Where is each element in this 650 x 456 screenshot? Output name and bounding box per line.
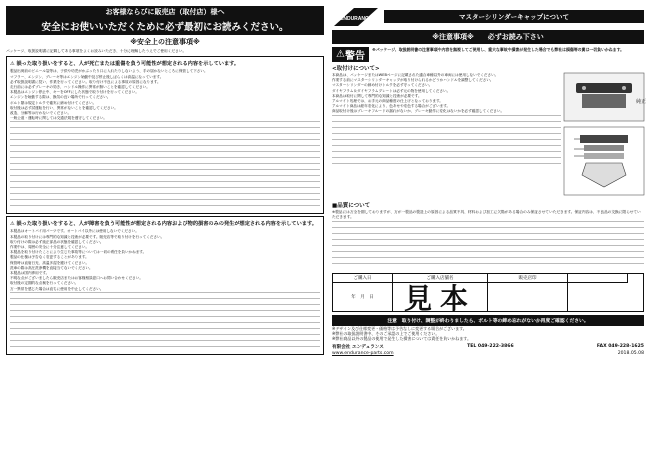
danger-bullet-1: マフラー、エンジン、ブレーキ等はエンジン始動中及び停止後しばらくは高温になっています。	[10, 74, 164, 79]
install-bullet-5: アルマイト処理では、お手元の商品種度の仕上げとなっております。	[332, 99, 443, 104]
table-blank-cell	[568, 282, 628, 311]
company-fax: FAX 049-228-1625	[596, 343, 644, 349]
quality-heading: ■品質について	[332, 203, 371, 209]
caution-bullet-3: 作業中は、周囲の安全に十分注意してください。	[10, 244, 90, 249]
caution-bullet-4: 本製品を取り付けたことにより生じた事故等については一切の責任を負いかねます。	[10, 250, 147, 255]
install-bullet-3: ダイヤフラム＆ダイヤフラムプレートは必ず元の物を使用してください。	[332, 88, 451, 93]
install-heading: <取付けについて>	[332, 66, 380, 72]
table-header-stamp: 販売店印	[488, 274, 568, 282]
url-row	[332, 351, 644, 356]
sample-stamp: 見本	[403, 281, 476, 315]
caution-bullet-6: 保管時は直射日光、高温多湿を避けてください。	[10, 260, 90, 265]
install-bullet-6: アルマイト商品は経年変化により、色あせや変色する場合がございます。	[332, 104, 451, 109]
danger-bullet-3: 走行前には必ずブレーキの効き、ハンドル操作に異常が無いことを確認してください。	[10, 84, 150, 89]
danger-bullet-8: 改造、分解等は行わないでください。	[10, 110, 72, 115]
company-tel: TEL 049-222-3866	[467, 343, 514, 349]
warning-icon: ⚠	[336, 49, 345, 60]
caution-bullet-9: 不明な点がございましたら販売店またはお客様相談窓口へお問い合わせください。	[10, 276, 143, 281]
company-row	[332, 344, 644, 350]
fig-label: 純正	[636, 99, 647, 105]
cap-photo-icon	[564, 73, 647, 121]
text-filler	[10, 205, 320, 211]
caution-heading: ⚠ 誤った取り扱いをすると、人が障害を負う可能性が想定される内容および物的損害のみの発生が想定される内容を示しています。	[10, 221, 317, 228]
diagram-icon	[564, 127, 644, 195]
danger-bullet-6: ボルト類は規定トルクで確実に締め付けてください。	[10, 100, 97, 105]
caution-bullet-2: 取り付けの際は必ず純正部品の状態を確認してください。	[10, 239, 104, 244]
company-name: 有限会社 エンデュランス	[332, 344, 384, 350]
danger-bullet-4: 本製品はエンジン停止中、キーをOFFにした状態で取り付けを行ってください。	[10, 90, 139, 95]
install-section	[332, 73, 647, 199]
caution-bullet-11: 万一異常を感じた場合は直ちに使用を中止してください。	[10, 286, 104, 291]
footer-line-0: ※デザイン及び仕様変更・価格等は予告なしに変更する場合がございます。	[332, 325, 467, 331]
danger-bullet-7: 取付後は必ず試運転を行い、異常がないことを確認してください。	[10, 105, 118, 110]
caution-icon: ⚠	[10, 221, 15, 228]
warning-row	[332, 47, 644, 62]
install-bullet-2: マスターシリンダーの締め付けトルクを必ず守ってください。	[332, 83, 433, 88]
danger-heading: ⚠ 誤った取り扱いをすると、人が死亡または重傷を負う可能性が想定される内容を示しています。	[10, 61, 240, 68]
caution-bullet-0: 本製品はオートバイ用パーツです。オートバイ以外には使用しないでください。	[10, 229, 139, 234]
caution-bullet-10: 取付後の定期的な点検を行ってください。	[10, 281, 79, 286]
product-title: マスターシリンダーキャップについて	[384, 10, 644, 23]
danger-bullet-9: 一般公道・運転時に関しては交通法規を遵守してください。	[10, 116, 108, 121]
right-column	[332, 6, 647, 356]
table-stamp-cell	[488, 282, 568, 311]
safety-heading: ※安全上の注意事項※	[130, 38, 200, 46]
caution-bullet-1: 本製品の取り付けには専門的な知識と技術が必要です。販売店等で取り付けを行ってください。	[10, 234, 165, 239]
danger-bullet-2: 必ず取扱説明書に従い、作業を行ってください。取り付け不良による事故の原因になります。	[10, 79, 161, 84]
install-bullet-7: 商品取付け後はブレーキフルードの漏れがないか、ブレーキ動作に変化はないかを必ず確認してください。	[332, 109, 505, 114]
footer-line-1: ※弊社の取扱説明書中、そのご承認の上でご使用ください。	[332, 331, 440, 336]
table-header-blank	[568, 274, 628, 282]
danger-box	[6, 56, 324, 214]
warning-text: ※パッケージ、取扱説明書の注意事項や内容を無視してご使用し、重大な事故や損害が発生した場合でも弊社は損傷等の責は一切負いかねます。	[371, 47, 625, 52]
text-filler	[332, 163, 561, 169]
intro-text: パッケージ、取扱説明書に記載してある事項をよくお読みいただき、十分に理解したうえでご使用ください。	[6, 49, 187, 53]
caution-bullet-5: 製品の仕様は予告なく変更することがあります。	[10, 255, 89, 260]
install-bullet-0: 本商品は、パッケージまたはWEBページに記載された適合車種以外の車両には使用しないでください。	[332, 73, 499, 77]
danger-bullet-5: エンジンを始動する際は、換気の良い場所で行ってください。	[10, 95, 111, 100]
doc-date: 2018.05.08	[617, 350, 644, 356]
main-title: 安全にお使いいただくために必ず最初にお読みください。	[6, 18, 324, 35]
table-header-store: ご購入店舗名	[393, 274, 488, 282]
danger-icon: ⚠	[10, 61, 15, 68]
table-header-date: ご購入日	[333, 274, 393, 282]
install-text	[332, 73, 561, 199]
company-url[interactable]: www.endurance-parts.com	[332, 350, 394, 356]
figures	[564, 73, 647, 199]
endurance-logo-icon	[332, 6, 380, 28]
caution-box	[6, 216, 324, 354]
quality-text: ※製品には万全を期しておりますが、万が一製品の製造上の原因による品質不具、材料および加工に欠陥がある場合のみ保証させていただきます。保証内容は、不良品の交換に限らせていただきます。	[332, 210, 641, 220]
warning-badge: ⚠ 警告	[332, 47, 369, 62]
dealer-note: お客様ならびに販売店（取付店）様へ	[6, 6, 324, 18]
table-date-cell: 年 月 日	[333, 282, 393, 311]
text-filler	[10, 346, 320, 352]
footer-line-2: ※弊社商品以外の製品の使用で発生した損害については責任を負いかねます。	[332, 336, 471, 342]
table-store-cell	[393, 281, 488, 315]
danger-bullet-0: 製品出荷前のビニール袋等は、子供や幼児がかぶったり口に入れたりしないよう、手の届かないところに保管して下さい。	[10, 69, 208, 74]
right-header	[332, 6, 644, 28]
notice-bar: ※注意事項※ 必ずお読み下さい	[332, 30, 644, 44]
purchase-table	[332, 273, 644, 315]
footer-note: 注意 取り付け、調整が終わりましたら、ボルト等の締め忘れがないか再度ご確認ください。	[332, 315, 644, 326]
left-column	[6, 6, 324, 355]
text-filler	[332, 263, 644, 269]
brand-label: ENDURANCE	[340, 16, 372, 22]
caution-bullet-7: 洗車の際は高圧洗浄機を直接当てないでください。	[10, 265, 93, 270]
caution-bullet-8: 本製品は国内専用です。	[10, 270, 50, 275]
install-bullet-1: 作業する前にマスターシリンダーキャップが取り付けられるかどうかハンドルを調整してください。	[332, 78, 494, 83]
install-bullet-4: 本商品は取付に関して専門的な知識と技術が必要です。	[332, 93, 422, 98]
